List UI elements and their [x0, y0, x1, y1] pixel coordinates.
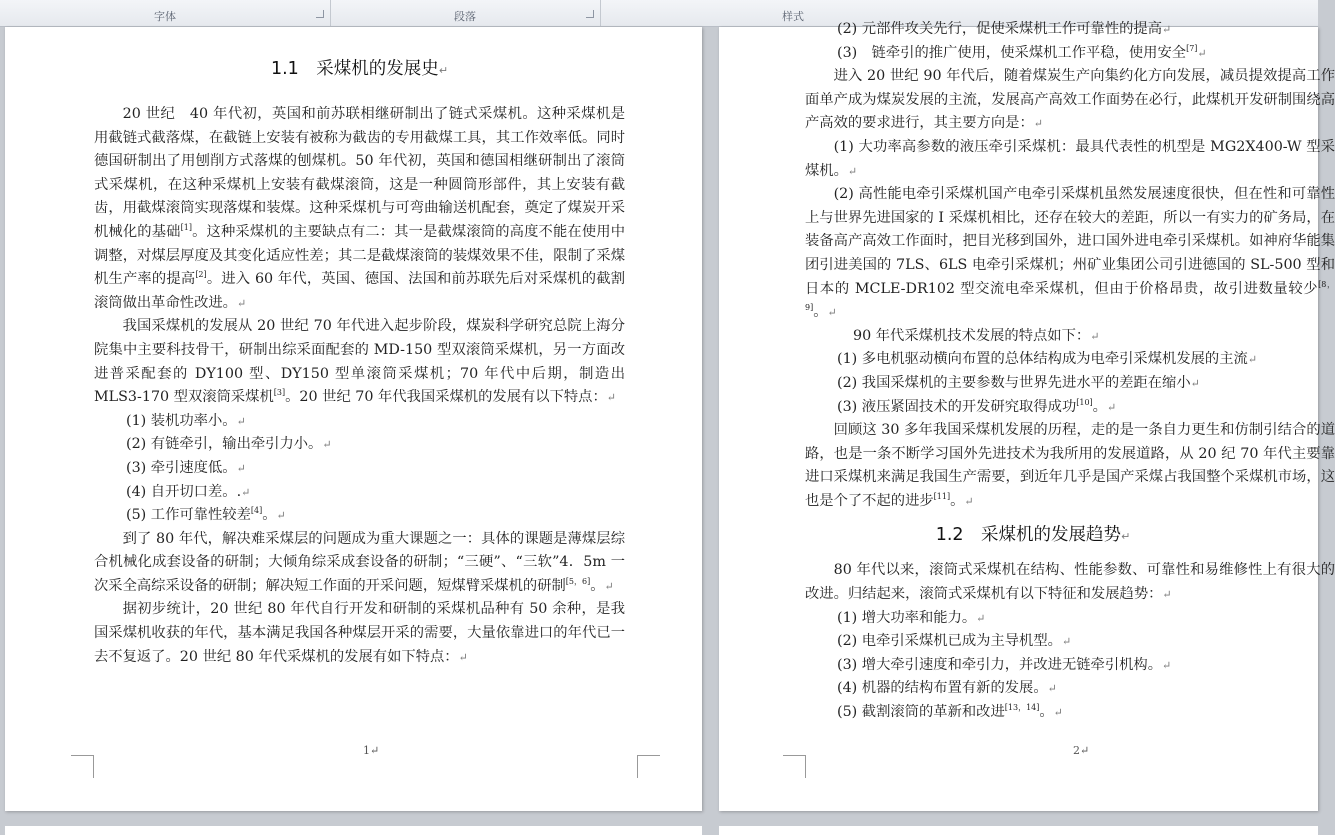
list-item: (2) 电牵引采煤机已成为主导机型。↵: [837, 633, 1072, 650]
list-item: (1) 大功率高参数的液压牵引采煤机：最具代表性的机型是 MG2X400-W 型采煤机。↵: [805, 138, 1335, 179]
list-item: (4) 机器的结构布置有新的发展。↵: [837, 680, 1057, 697]
paragraph-dialog-launcher-icon[interactable]: [586, 10, 594, 18]
list-item: (1) 装机功率小。↵: [126, 412, 246, 429]
list-item: (3) 增大牵引速度和牵引力，并改进无链牵引机构。↵: [837, 656, 1172, 673]
page-2-body: [805, 18, 1335, 725]
ribbon-group-font: [0, 0, 331, 26]
next-page-edge: [719, 826, 1318, 835]
paragraph: 回顾这 30 多年我国采煤机发展的历程，走的是一条自力更生和仿制引结合的道路，也是一条不断学习国外先进技术为我所用的发展道路，从 20 纪 70 年代主要靠进口采煤机来满足我国生产需要，到近年几乎是国产采煤占我国整个采煤机市场，这也是个了不起的进步[11]。↵: [805, 422, 1335, 509]
list-item: (3) 液压紧固技术的开发研究取得成功[10]。↵: [837, 397, 1117, 415]
paragraph: 进入 20 世纪 90 年代后，随着煤炭生产向集约化方向发展，减员提效提高工作面单产成为煤炭发展的主流，发展高产高效工作面势在必行，此煤机开发研制围绕高产高效的要求进行，其主要方向是：↵: [805, 68, 1335, 132]
document-area[interactable]: [0, 21, 1335, 835]
list-item: (5) 工作可靠性较差[4]。↵: [126, 506, 286, 524]
crop-mark: [783, 755, 806, 778]
ribbon-group-paragraph-label: 段落: [454, 10, 476, 23]
next-page-edge: [5, 826, 702, 835]
page-number: 1↵: [363, 744, 380, 757]
crop-mark: [637, 755, 660, 778]
crop-mark: [71, 755, 94, 778]
section-heading-1-2: 1.2 采煤机的发展趋势↵: [935, 525, 1131, 546]
paragraph: 90 年代采煤机技术发展的特点如下：↵: [853, 327, 1100, 344]
document-page-1[interactable]: [5, 27, 702, 811]
list-item: (3) 链牵引的推广使用，使采煤机工作平稳，使用安全[7]↵: [837, 43, 1207, 61]
ribbon-group-paragraph: [330, 0, 601, 26]
paragraph: 80 年代以来，滚筒式采煤机在结构、性能参数、可靠性和易维修性上有很大的改进。归结起来，滚筒式采煤机有以下特征和发展趋势：↵: [805, 562, 1335, 603]
list-item: (2) 有链牵引，输出牵引力小。↵: [126, 436, 332, 453]
ribbon-group-styles-label: 样式: [782, 10, 804, 23]
paragraph: 20 世纪 40 年代初，英国和前苏联相继研制出了链式采煤机。这种采煤机是用截链式截落煤，在截链上安装有被称为截齿的专用截煤工具，其工作效率低。同时德国研制出了用刨削方式落煤的刨煤机。50 年代初，英国和德国相继研制出了滚筒式采煤机，在这种采煤机上安装有截煤滚筒，这是一种圆筒形部件，其上安装有截齿，用截煤滚筒实现落煤和装煤。这种采煤机与可弯曲输送机配套，奠定了煤炭开采机械化的基础[1]。这种采煤机的主要缺点有二：其一是截煤滚筒的高度不能在使用中调整，对煤层厚度及其变化适应性差；其二是截煤滚筒的装煤效果不佳，限制了采煤机生产率的提高[2]。进入 60 年代，英国、德国、法国和前苏联先后对采煤机的截割滚筒做出革命性改进。↵: [94, 106, 626, 311]
list-item: (2) 元部件攻关先行，促使采煤机工作可靠性的提高↵: [837, 21, 1172, 37]
paragraph: 我国采煤机的发展从 20 世纪 70 年代进入起步阶段，煤炭科学研究总院上海分院集中主要科技骨干，研制出综采面配套的 MD-150 型双滚筒采煤机，另一方面改进普采配套的 DY100 型、DY150 型单滚筒采煤机；70 年代中后期，制造出 MLS3-170 型双滚筒采煤机[3]。20 世纪 70 年代我国采煤机的发展有以下特点：↵: [94, 318, 625, 406]
font-dialog-launcher-icon[interactable]: [316, 10, 324, 18]
list-item: (2) 我国采煤机的主要参数与世界先进水平的差距在缩小↵: [837, 374, 1200, 391]
page-number: 2↵: [1073, 744, 1090, 757]
list-item: (2) 高性能电牵引采煤机国产电牵引采煤机虽然发展速度很快，但在性和可靠性上与世界先进国家的 I 采煤机相比，还存在较大的差距，所以一有实力的矿务局，在装备高产高效工作面时，把目光移到国外，进口国外进电牵引采煤机。如神府华能集团引进美国的 7LS、6LS 电牵引采煤机；州矿业集团公司引进德国的 SL-500 型和日本的 MCLE-DR102 型交流电牵采煤机，但由于价格昂贵，故引进数量较少[8，9]。↵: [805, 186, 1335, 321]
paragraph: 据初步统计，20 世纪 80 年代自行开发和研制的采煤机品种有 50 余种，是我国采煤机收获的年代，基本满足我国各种煤层开采的需要，大量依靠进口的年代已一去不复返了。20 世纪 80 年代采煤机的发展有如下特点：↵: [94, 601, 625, 665]
ribbon-group-font-label: 字体: [154, 10, 176, 23]
list-item: (5) 截割滚筒的革新和改进[13，14]。↵: [837, 703, 1063, 721]
document-page-2[interactable]: [719, 21, 1335, 811]
list-item: (1) 增大功率和能力。↵: [837, 609, 986, 626]
paragraph: 到了 80 年代，解决难采煤层的问题成为重大课题之一：具体的课题是薄煤层综合机械化成套设备的研制；大倾角综采成套设备的研制；“三硬”、“三软”4．5m 一次采全高综采设备的研制；解决短工作面的开采问题，短煤臂采煤机的研制[5，6]。↵: [94, 530, 625, 594]
list-item: (1) 多电机驱动横向布置的总体结构成为电牵引采煤机发展的主流↵: [837, 351, 1258, 368]
list-item: (4) 自开切口差。.↵: [126, 483, 251, 500]
list-item: (3) 牵引速度低。↵: [126, 459, 246, 476]
section-heading-1-1: 1.1 采煤机的发展史↵: [270, 59, 449, 79]
page-1-body: [94, 27, 625, 669]
